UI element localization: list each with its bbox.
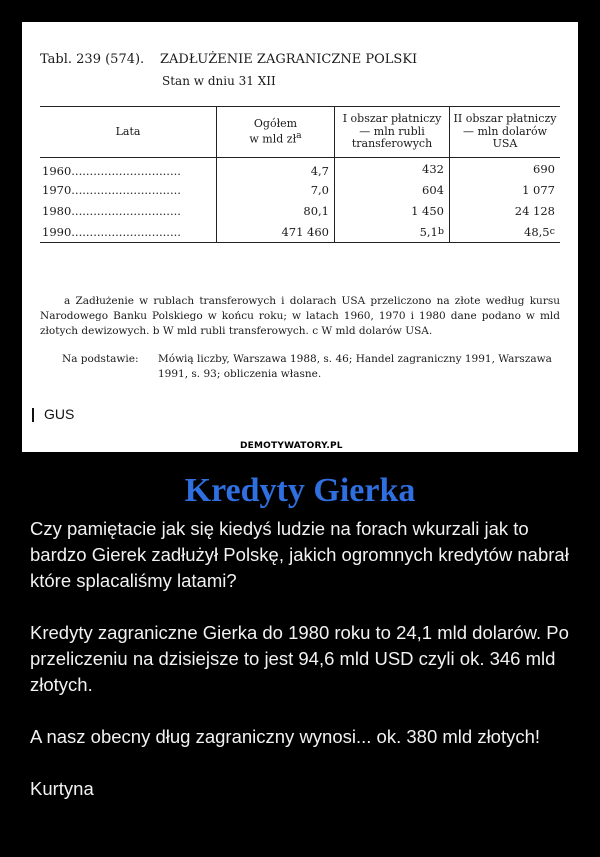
paragraph: Kredyty zagraniczne Gierka do 1980 roku to 24,1 mld dolarów. Po przeliczeniu na dzisiejsze to jest 94,6 mld USD czyli ok. 346 mld złotych. xyxy=(30,622,569,695)
cell-area1: 432 xyxy=(334,158,449,179)
table-body xyxy=(40,158,560,243)
table-title xyxy=(40,52,417,67)
header-years: Lata xyxy=(115,124,141,138)
cell-year: 1970.............................. xyxy=(42,182,181,197)
cell-year: 1990.............................. xyxy=(42,224,181,239)
table-source xyxy=(62,352,562,382)
cell-total: 4,7 xyxy=(216,158,334,179)
cell-year: 1960.............................. xyxy=(42,163,181,178)
cell-area1: 1 450 xyxy=(334,200,449,221)
watermark: DEMOTYWATORY.PL xyxy=(240,441,343,451)
source-text: Mówią liczby, Warszawa 1988, s. 46; Handel zagraniczny 1991, Warszawa 1991, s. 93; obliczenia własne. xyxy=(158,353,552,381)
cell-area2: 48,5 c xyxy=(449,221,560,242)
table-footnote: a Zadłużenie w rublach transferowych i dolarach USA przeliczono na złote według kursu Narodowego Banku Polskiego w końcu roku; w latach 1960, 1970 i 1980 dane podano w mld złotych dewizowych. b W mld rubli transferowych. c W mld dolarów USA. xyxy=(40,295,560,338)
cell-area1: 604 xyxy=(334,179,449,200)
paragraph: Czy pamiętacie jak się kiedyś ludzie na forach wkurzali jak to bardzo Gierek zadłużył Polskę, jakich ogromnych kredytów nabrał które splacaliśmy latami? xyxy=(30,518,569,591)
table-subtitle: Stan w dniu 31 XII xyxy=(162,74,276,88)
table-row xyxy=(40,200,560,221)
cell-area1: 5,1 b xyxy=(334,221,449,242)
table-row xyxy=(40,158,560,179)
demotivator-image-frame xyxy=(22,22,578,452)
body-text xyxy=(30,516,575,828)
table-row xyxy=(40,179,560,200)
cell-area2: 1 077 xyxy=(449,179,560,200)
cell-total: 80,1 xyxy=(216,200,334,221)
cell-total: 7,0 xyxy=(216,179,334,200)
credit-gus: GUS xyxy=(32,406,74,422)
header-area2: II obszar płatniczy — mln dolarów USA xyxy=(449,107,560,157)
table-number: Tabl. 239 (574). xyxy=(40,52,145,67)
headline: Kredyty Gierka xyxy=(184,472,416,509)
table-row xyxy=(40,221,560,242)
cell-total: 471 460 xyxy=(216,221,334,242)
table-header-row xyxy=(40,107,560,158)
header-total: Ogółem w mld $zł^a$ xyxy=(216,107,334,157)
header-area1: I obszar płatniczy — mln rubli transferowych xyxy=(334,107,449,157)
debt-table xyxy=(40,106,560,243)
source-label: Na podstawie: xyxy=(62,353,139,365)
credit-bar-icon xyxy=(32,408,34,422)
table-title-text: ZADŁUŻENIE ZAGRANICZNE POLSKI xyxy=(160,52,418,67)
cell-area2: 690 xyxy=(449,158,560,179)
cell-year: 1980.............................. xyxy=(42,203,181,218)
cell-area2: 24 128 xyxy=(449,200,560,221)
paragraph: A nasz obecny dług zagraniczny wynosi... ok. 380 mld złotych! xyxy=(30,726,541,747)
paragraph: Kurtyna xyxy=(30,778,94,799)
